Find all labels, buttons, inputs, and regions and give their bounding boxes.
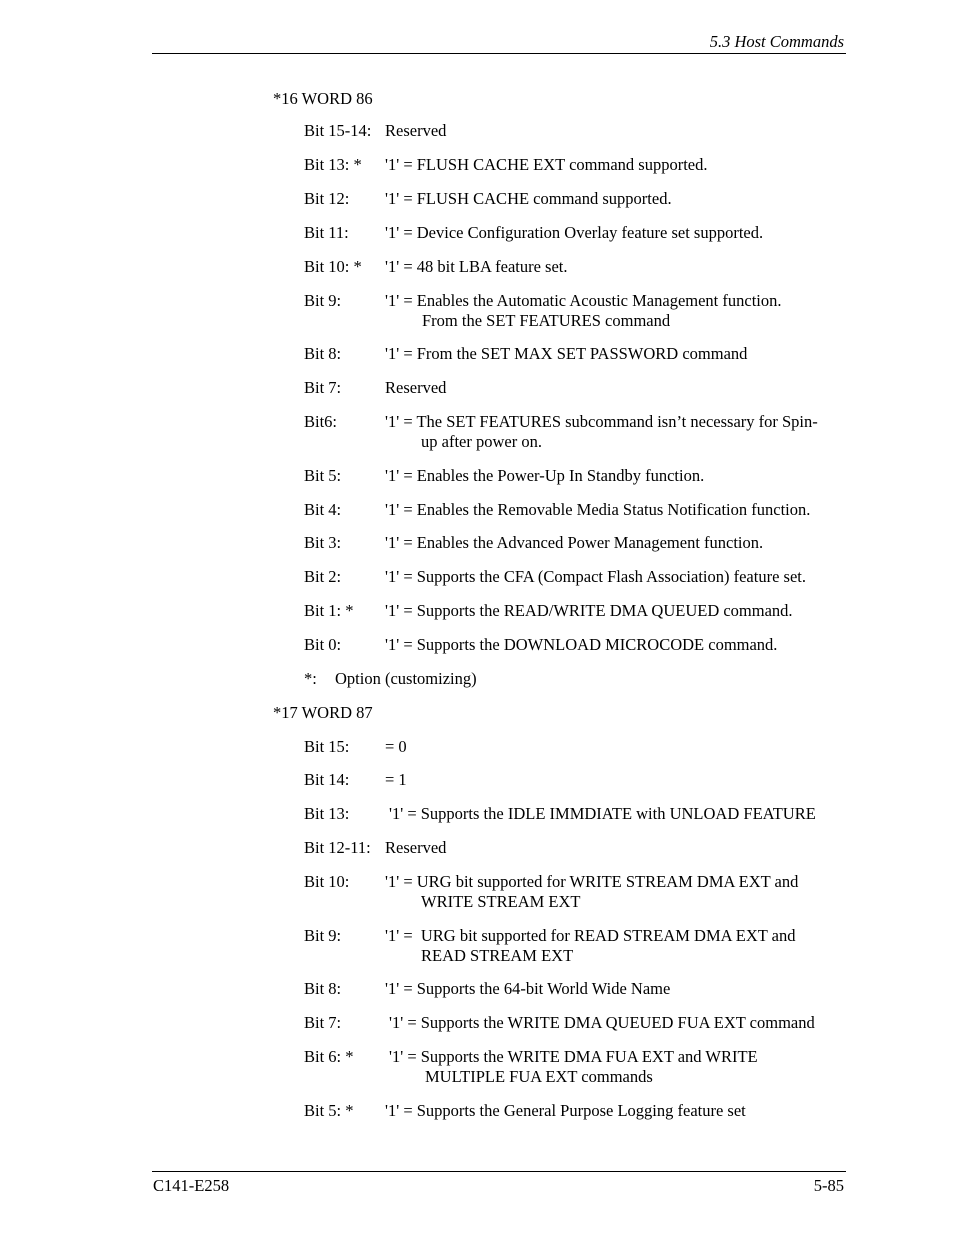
bit-description: '1' = Supports the IDLE IMMDIATE with UNLOAD FEATURE — [389, 804, 816, 823]
bit-description: '1' = FLUSH CACHE command supported. — [385, 189, 672, 208]
bit-description: Reserved — [385, 838, 447, 857]
bit-label: Bit 12-11: — [304, 838, 371, 857]
bit-label: Bit 5: * — [304, 1101, 354, 1120]
bit-label: Bit 6: * — [304, 1047, 354, 1066]
bit-description: '1' = Enables the Removable Media Status Notification function. — [385, 500, 811, 519]
bit-label: Bit 10: — [304, 872, 350, 891]
bit-label: Bit 4: — [304, 500, 342, 519]
bit-description: '1' = Supports the 64-bit World Wide Name — [385, 979, 671, 998]
note-marker: *: — [304, 669, 317, 688]
section-header: 5.3 Host Commands — [709, 32, 844, 51]
bit-description: '1' = Supports the CFA (Compact Flash Association) feature set. — [385, 567, 806, 586]
bit-description: '1' = Supports the DOWNLOAD MICROCODE command. — [385, 635, 778, 654]
bit-label: Bit 10: * — [304, 257, 362, 276]
bit-label: Bit6: — [304, 412, 338, 431]
note-text: Option (customizing) — [335, 669, 477, 688]
bit-description: '1' = FLUSH CACHE EXT command supported. — [385, 155, 708, 174]
header-rule — [152, 53, 846, 54]
bit-label: Bit 14: — [304, 770, 350, 789]
bit-description: '1' = Enables the Automatic Acoustic Management function. — [385, 291, 782, 310]
bit-description: '1' = From the SET MAX SET PASSWORD command — [385, 344, 748, 363]
bit-label: Bit 12: — [304, 189, 350, 208]
bit-description: '1' = URG bit supported for READ STREAM DMA EXT and — [385, 926, 796, 945]
bit-description: '1' = Supports the General Purpose Logging feature set — [385, 1101, 746, 1120]
bit-description-continuation: From the SET FEATURES command — [422, 311, 671, 330]
bit-label: Bit 15: — [304, 737, 350, 756]
bit-description: Reserved — [385, 378, 447, 397]
bit-description-continuation: WRITE STREAM EXT — [421, 892, 581, 911]
bit-label: Bit 7: — [304, 1013, 342, 1032]
bit-description: '1' = Enables the Power-Up In Standby function. — [385, 466, 705, 485]
bit-description: '1' = Supports the WRITE DMA QUEUED FUA EXT command — [389, 1013, 815, 1032]
bit-description: '1' = Enables the Advanced Power Management function. — [385, 533, 764, 552]
bit-label: Bit 0: — [304, 635, 342, 654]
bit-label: Bit 1: * — [304, 601, 354, 620]
word86-heading: *16 WORD 86 — [273, 89, 373, 108]
bit-description: '1' = The SET FEATURES subcommand isn’t necessary for Spin- — [385, 412, 818, 431]
document-id: C141-E258 — [153, 1176, 230, 1195]
bit-label: Bit 8: — [304, 979, 342, 998]
bit-description-continuation: up after power on. — [421, 432, 542, 451]
page-number: 5-85 — [813, 1176, 844, 1195]
bit-description: '1' = 48 bit LBA feature set. — [385, 257, 568, 276]
bit-description: = 1 — [385, 770, 407, 789]
word87-heading: *17 WORD 87 — [273, 703, 373, 722]
bit-label: Bit 2: — [304, 567, 342, 586]
bit-description-continuation: READ STREAM EXT — [421, 946, 574, 965]
bit-description: '1' = Supports the WRITE DMA FUA EXT and WRITE — [389, 1047, 758, 1066]
bit-label: Bit 13: — [304, 804, 350, 823]
bit-label: Bit 15-14: — [304, 121, 372, 140]
bit-label: Bit 13: * — [304, 155, 362, 174]
bit-label: Bit 5: — [304, 466, 342, 485]
footer-rule — [152, 1171, 846, 1172]
bit-label: Bit 9: — [304, 926, 342, 945]
bit-description: '1' = Device Configuration Overlay feature set supported. — [385, 223, 764, 242]
bit-label: Bit 7: — [304, 378, 342, 397]
bit-description: Reserved — [385, 121, 447, 140]
bit-description: '1' = URG bit supported for WRITE STREAM DMA EXT and — [385, 872, 799, 891]
bit-label: Bit 8: — [304, 344, 342, 363]
bit-description-continuation: MULTIPLE FUA EXT commands — [425, 1067, 653, 1086]
bit-description: '1' = Supports the READ/WRITE DMA QUEUED command. — [385, 601, 793, 620]
bit-label: Bit 3: — [304, 533, 342, 552]
bit-label: Bit 9: — [304, 291, 342, 310]
bit-label: Bit 11: — [304, 223, 349, 242]
bit-description: = 0 — [385, 737, 407, 756]
